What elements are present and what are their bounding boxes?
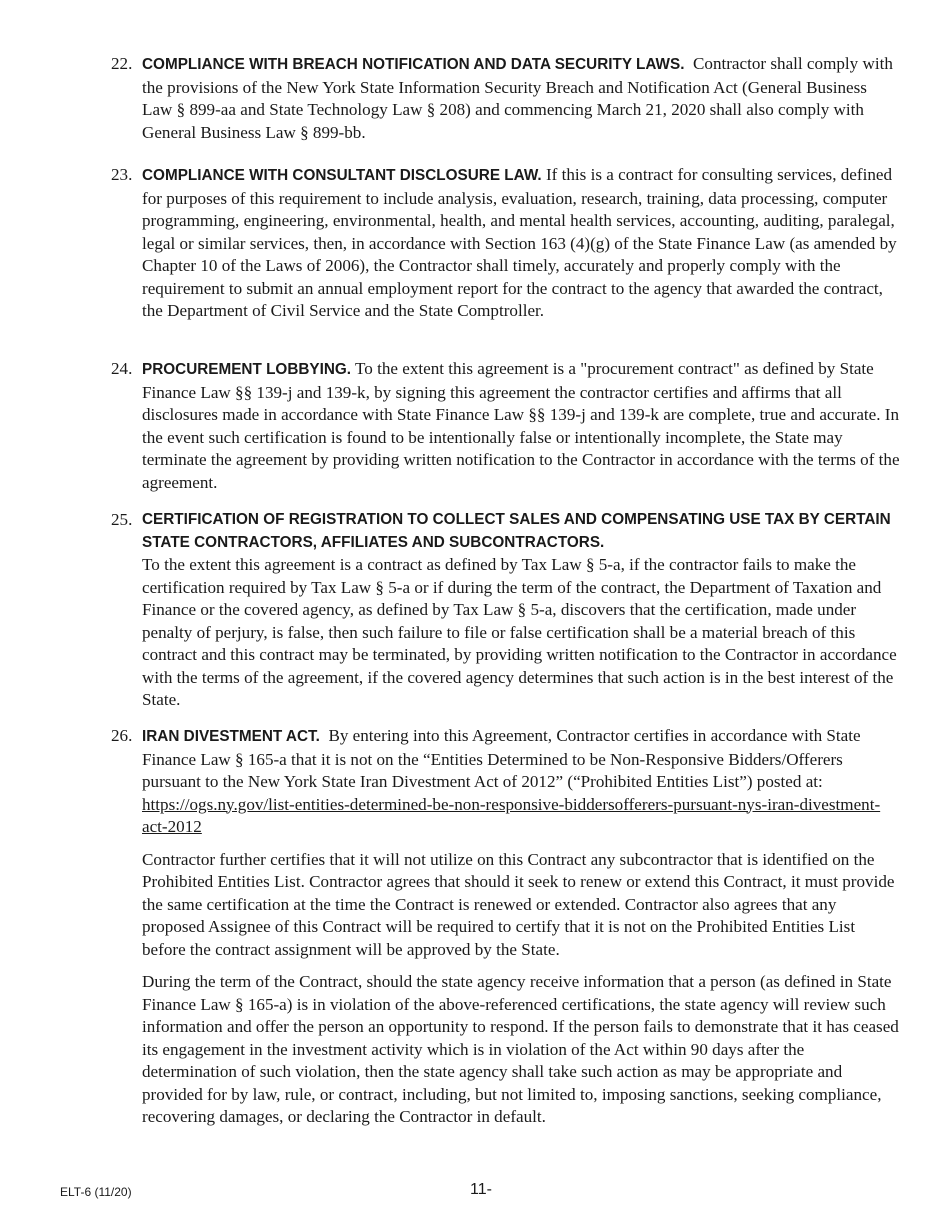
section-number: 26. (111, 726, 133, 745)
page-number: 11- (470, 1181, 492, 1198)
section-26 (111, 725, 901, 1129)
section-number: 25. (111, 510, 133, 529)
section-heading: COMPLIANCE WITH BREACH NOTIFICATION AND DATA SECURITY LAWS. (142, 56, 685, 73)
section-heading: COMPLIANCE WITH CONSULTANT DISCLOSURE LAW. (142, 167, 542, 184)
section-number: 23. (111, 165, 133, 184)
section-paragraph: During the term of the Contract, should the state agency receive information that a person (as defined in State Finance Law § 165-a) is in violation of the above-referenced certifications, the state agency will review such information and offer the person an opportunity to respond. If the person fails to demonstrate that it has ceased its engagement in the investment activity which is in violation of the Act within 90 days after the determination of such violation, then the state agency shall take such action as may be appropriate and provided for by law, rule, or contract, including, but not limited to, imposing sanctions, seeking compliance, recovering damages, or declaring the Contractor in default. (142, 972, 899, 1126)
section-22 (111, 53, 901, 144)
section-number: 22. (111, 54, 133, 73)
form-id: ELT-6 (11/20) (60, 1185, 132, 1199)
section-25 (111, 509, 901, 712)
section-heading: IRAN DIVESTMENT ACT. (142, 728, 320, 745)
section-text: To the extent this agreement is a contract as defined by Tax Law § 5-a, if the contractor fails to make the certification required by Tax Law § 5-a or if during the term of the contract, the Department of Taxation and Finance or the covered agency, as defined by Tax Law § 5-a, discovers that the certification, made under penalty of perjury, is false, then such failure to file or false certification shall be a material breach of this contract and this contract may be terminated, by providing written notification to the Contractor in accordance with the terms of the agreement, if the covered agency determines that such action is in the best interest of the State. (142, 555, 897, 709)
prohibited-entities-link[interactable]: https://ogs.ny.gov/list-entities-determined-be-non-responsive-biddersofferers-pursuant-nys-iran-divestment-act-2012 (142, 794, 881, 836)
section-heading: CERTIFICATION OF REGISTRATION TO COLLECT SALES AND COMPENSATING USE TAX BY CERTAIN STATE CONTRACTORS, AFFILIATES AND SUBCONTRACTORS. (142, 511, 891, 551)
section-number: 24. (111, 359, 133, 378)
section-text: By entering into this Agreement, Contractor certifies in accordance with State Finance Law § 165-a that it is not on the “Entities Determined to be Non-Responsive Bidders/Offerers pursuant to the New York State Iran Divestment Act of 2012” (“Prohibited Entities List”) posted at: (142, 726, 861, 791)
section-23 (111, 164, 901, 323)
section-heading: PROCUREMENT LOBBYING. (142, 361, 352, 378)
section-text: To the extent this agreement is a "procurement contract" as defined by State Finance Law §§ 139-j and 139-k, by signing this agreement the contractor certifies and affirms that all disclosures made in accordance with State Finance Law §§ 139-j and 139-k are complete, true and accurate. In the event such certification is found to be intentionally false or intentionally incomplete, the State may terminate the agreement by providing written notification to the Contractor in accordance with the terms of the agreement. (142, 359, 900, 492)
section-paragraph: Contractor further certifies that it will not utilize on this Contract any subcontractor that is identified on the Prohibited Entities List. Contractor agrees that should it seek to renew or extend this Contract, it must provide the same certification at the time the Contract is renewed or extended. Contractor also agrees that any proposed Assignee of this Contract will be required to certify that it is not on the Prohibited Entities List before the contract assignment will be approved by the State. (142, 849, 895, 959)
section-24 (111, 358, 901, 494)
section-text: Contractor shall comply with the provisions of the New York State Information Security Breach and Notification Act (General Business Law § 899-aa and State Technology Law § 208) and commencing March 21, 2020 shall also comply with General Business Law § 899-bb. (142, 54, 893, 142)
section-text: If this is a contract for consulting services, defined for purposes of this requirement to include analysis, evaluation, research, training, data processing, computer programming, engineering, environmental, health, and mental health services, accounting, auditing, paralegal, legal or similar services, then, in accordance with Section 163 (4)(g) of the State Finance Law (as amended by Chapter 10 of the Laws of 2006), the Contractor shall timely, accurately and properly comply with the requirement to submit an annual employment report for the contract to the agency that awarded the contract, the Department of Civil Service and the State Comptroller. (142, 165, 897, 320)
